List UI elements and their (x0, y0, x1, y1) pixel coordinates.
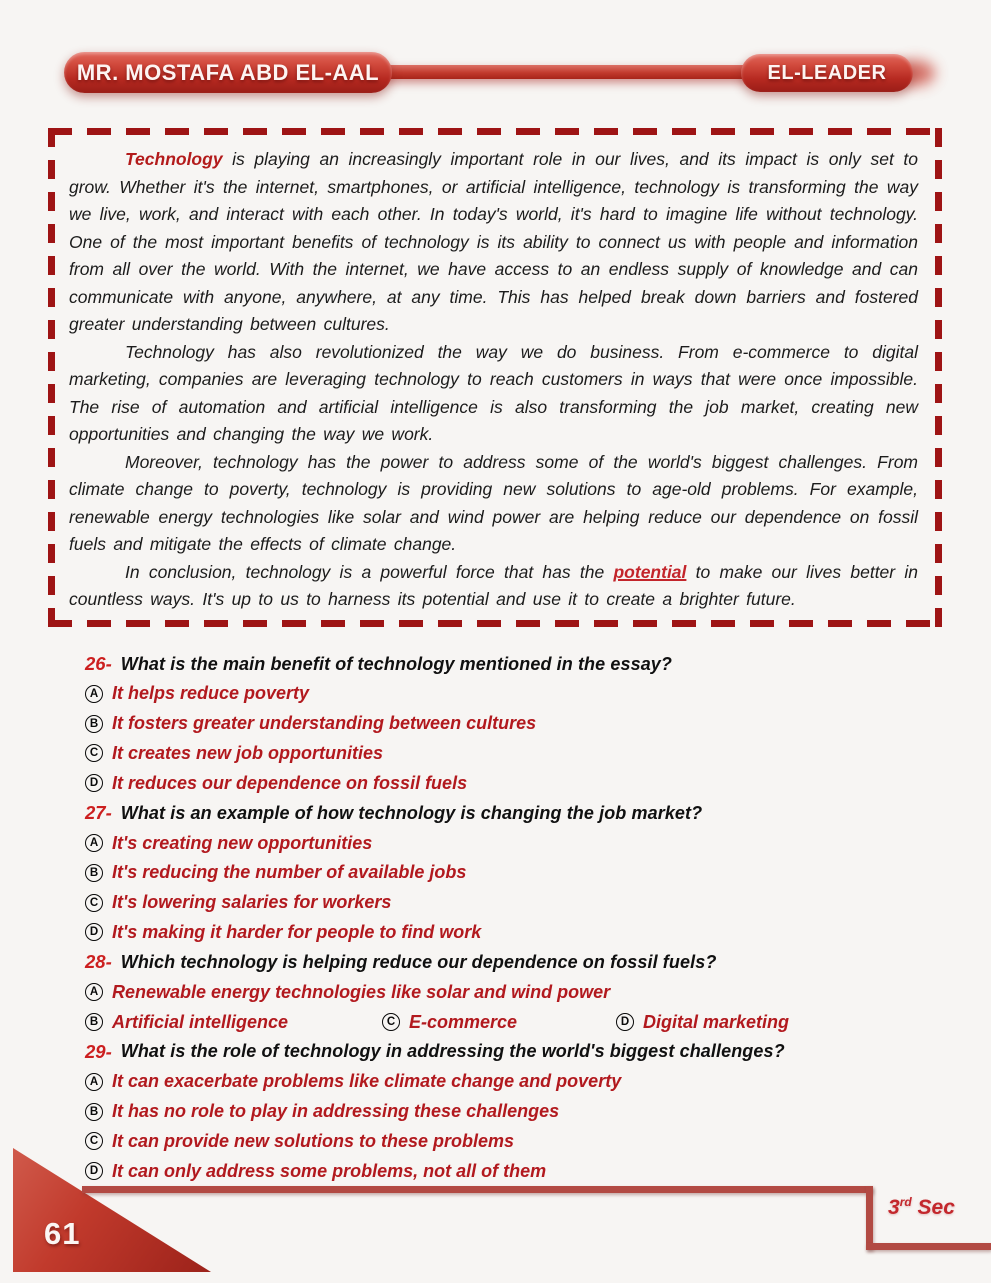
dashed-border-top (48, 128, 942, 135)
dashed-border-bottom (48, 620, 942, 627)
footer-rule-bottom (866, 1243, 991, 1250)
question-block (85, 798, 947, 947)
option-text: It fosters greater understanding between cultures (112, 713, 537, 734)
option-text: It's creating new opportunities (112, 832, 373, 853)
grade-ordinal-suffix: rd (899, 1195, 912, 1209)
question-block (85, 649, 947, 798)
answer-option (85, 1012, 382, 1033)
option-letter-icon: C (85, 1132, 103, 1150)
option-text: Renewable energy technologies like solar and wind power (112, 981, 611, 1002)
option-row (85, 888, 947, 918)
answer-option (85, 892, 391, 913)
reading-passage-text (55, 135, 935, 620)
option-letter-icon: A (85, 685, 103, 703)
option-row (85, 1156, 947, 1186)
option-letter-icon: C (85, 894, 103, 912)
essay-paragraph (69, 146, 918, 339)
option-row (85, 1007, 947, 1037)
answer-option (85, 683, 309, 704)
option-letter-icon: C (85, 744, 103, 762)
answer-option (85, 982, 610, 1003)
option-letter-icon: B (85, 1103, 103, 1121)
essay-keyword: potential (613, 561, 687, 582)
answer-option (85, 1131, 514, 1152)
questions-section (85, 649, 947, 1186)
option-text: It can exacerbate problems like climate change and poverty (112, 1071, 622, 1092)
dashed-border-left (48, 128, 55, 627)
question-text: What is the role of technology in addressing the world's biggest challenges? (120, 1041, 785, 1062)
option-text: Digital marketing (643, 1011, 790, 1032)
essay-text-segment: is playing an increasingly important role in our lives, and its impact is only set to grow. Whether it's the internet, smartphones, or artificial intelligence, technology is transforming the way we live, work, and interact with each other. In today's world, it's hard to imagine life without technology. One of the most important benefits of technology is its ability to connect us with people and information from all over the world. With the internet, we have access to an endless supply of knowledge and can communicate with anyone, anywhere, at any time. This has helped break down barriers and fostered greater understanding between cultures. (69, 149, 918, 334)
option-text: It creates new job opportunities (112, 742, 384, 763)
question-block (85, 947, 947, 1037)
option-row (85, 709, 947, 739)
option-letter-icon: A (85, 983, 103, 1001)
option-text: It can only address some problems, not all of them (112, 1160, 547, 1181)
brand-badge (741, 54, 913, 92)
option-text: It reduces our dependence on fossil fuels (112, 772, 468, 793)
teacher-name-label: MR. MOSTAFA ABD EL-AAL (76, 59, 380, 85)
page-number: 61 (44, 1216, 81, 1251)
option-letter-icon: C (382, 1013, 400, 1031)
essay-text-segment: to make our lives better in countless ways. It's up to us to harness its potential and use it to create a brighter future. (69, 561, 918, 609)
option-text: It's making it harder for people to find work (112, 921, 482, 942)
footer-rule-top (82, 1186, 873, 1193)
answer-option (85, 743, 383, 764)
option-letter-icon: B (85, 1013, 103, 1031)
option-text: It helps reduce poverty (112, 683, 310, 704)
option-row (85, 679, 947, 709)
option-text: It can provide new solutions to these problems (112, 1130, 515, 1151)
answer-option (85, 1071, 621, 1092)
dashed-border-right (935, 128, 942, 627)
option-row (85, 858, 947, 888)
grade-number: 3 (888, 1196, 900, 1219)
option-text: It has no role to play in addressing these challenges (112, 1101, 560, 1122)
question-number: 29- (85, 1040, 112, 1062)
option-text: It's reducing the number of available jobs (112, 862, 467, 883)
option-letter-icon: D (616, 1013, 634, 1031)
option-letter-icon: D (85, 923, 103, 941)
option-row (85, 1127, 947, 1157)
option-letter-icon: A (85, 1073, 103, 1091)
option-row (85, 977, 947, 1007)
question-heading (85, 1037, 947, 1067)
option-row (85, 828, 947, 858)
question-block (85, 1037, 947, 1186)
question-heading (85, 649, 947, 679)
question-heading (85, 947, 947, 977)
option-text: It's lowering salaries for workers (112, 892, 392, 913)
essay-text-segment: Technology has also revolutionized the way we do business. From e-commerce to digital marketing, companies are leveraging technology to reach customers in ways that were once impossible. The rise of automation and artificial intelligence is also transforming the job market, creating new opportunities and changing the way we work. (69, 341, 918, 444)
answer-option (85, 1101, 559, 1122)
answer-option (85, 773, 467, 794)
question-number: 27- (85, 802, 112, 824)
brand-label: EL-LEADER (767, 61, 887, 84)
answer-option (85, 922, 481, 943)
option-letter-icon: B (85, 715, 103, 733)
essay-keyword: Technology (125, 149, 223, 169)
question-heading (85, 798, 947, 828)
option-letter-icon: B (85, 864, 103, 882)
answer-option (85, 1161, 546, 1182)
option-row (85, 768, 947, 798)
option-letter-icon: D (85, 774, 103, 792)
option-row (85, 739, 947, 769)
answer-option (85, 833, 372, 854)
question-number: 28- (85, 951, 112, 973)
grade-level-label (888, 1195, 955, 1220)
essay-paragraph (69, 339, 918, 449)
option-letter-icon: A (85, 834, 103, 852)
footer-rule-vertical (866, 1186, 873, 1250)
option-text: Artificial intelligence (112, 1011, 289, 1032)
question-number: 26- (85, 653, 112, 674)
header-connector-line (380, 65, 752, 79)
essay-text-segment: Moreover, technology has the power to address some of the world's biggest challenges. From climate change to poverty, technology is providing new solutions to age-old problems. For example, renewable energy technologies like solar and wind power are helping reduce our dependence on fossil fuels and mitigate the effects of climate change. (69, 451, 918, 554)
essay-paragraph (69, 559, 918, 614)
answer-option (85, 862, 466, 883)
answer-option (382, 1012, 616, 1033)
teacher-name-badge (64, 52, 392, 93)
option-text: E-commerce (409, 1011, 518, 1032)
answer-option (616, 1012, 789, 1033)
answer-option (85, 713, 536, 734)
option-letter-icon: D (85, 1162, 103, 1180)
question-text: Which technology is helping reduce our dependence on fossil fuels? (120, 951, 717, 972)
question-text: What is an example of how technology is changing the job market? (120, 802, 703, 823)
essay-text-segment: In conclusion, technology is a powerful force that has the (125, 561, 614, 582)
option-row (85, 1067, 947, 1097)
option-row (85, 1097, 947, 1127)
question-text: What is the main benefit of technology mentioned in the essay? (120, 653, 673, 674)
reading-passage-box (48, 128, 942, 627)
option-row (85, 918, 947, 948)
essay-paragraph (69, 449, 918, 559)
grade-section-word: Sec (911, 1196, 955, 1219)
